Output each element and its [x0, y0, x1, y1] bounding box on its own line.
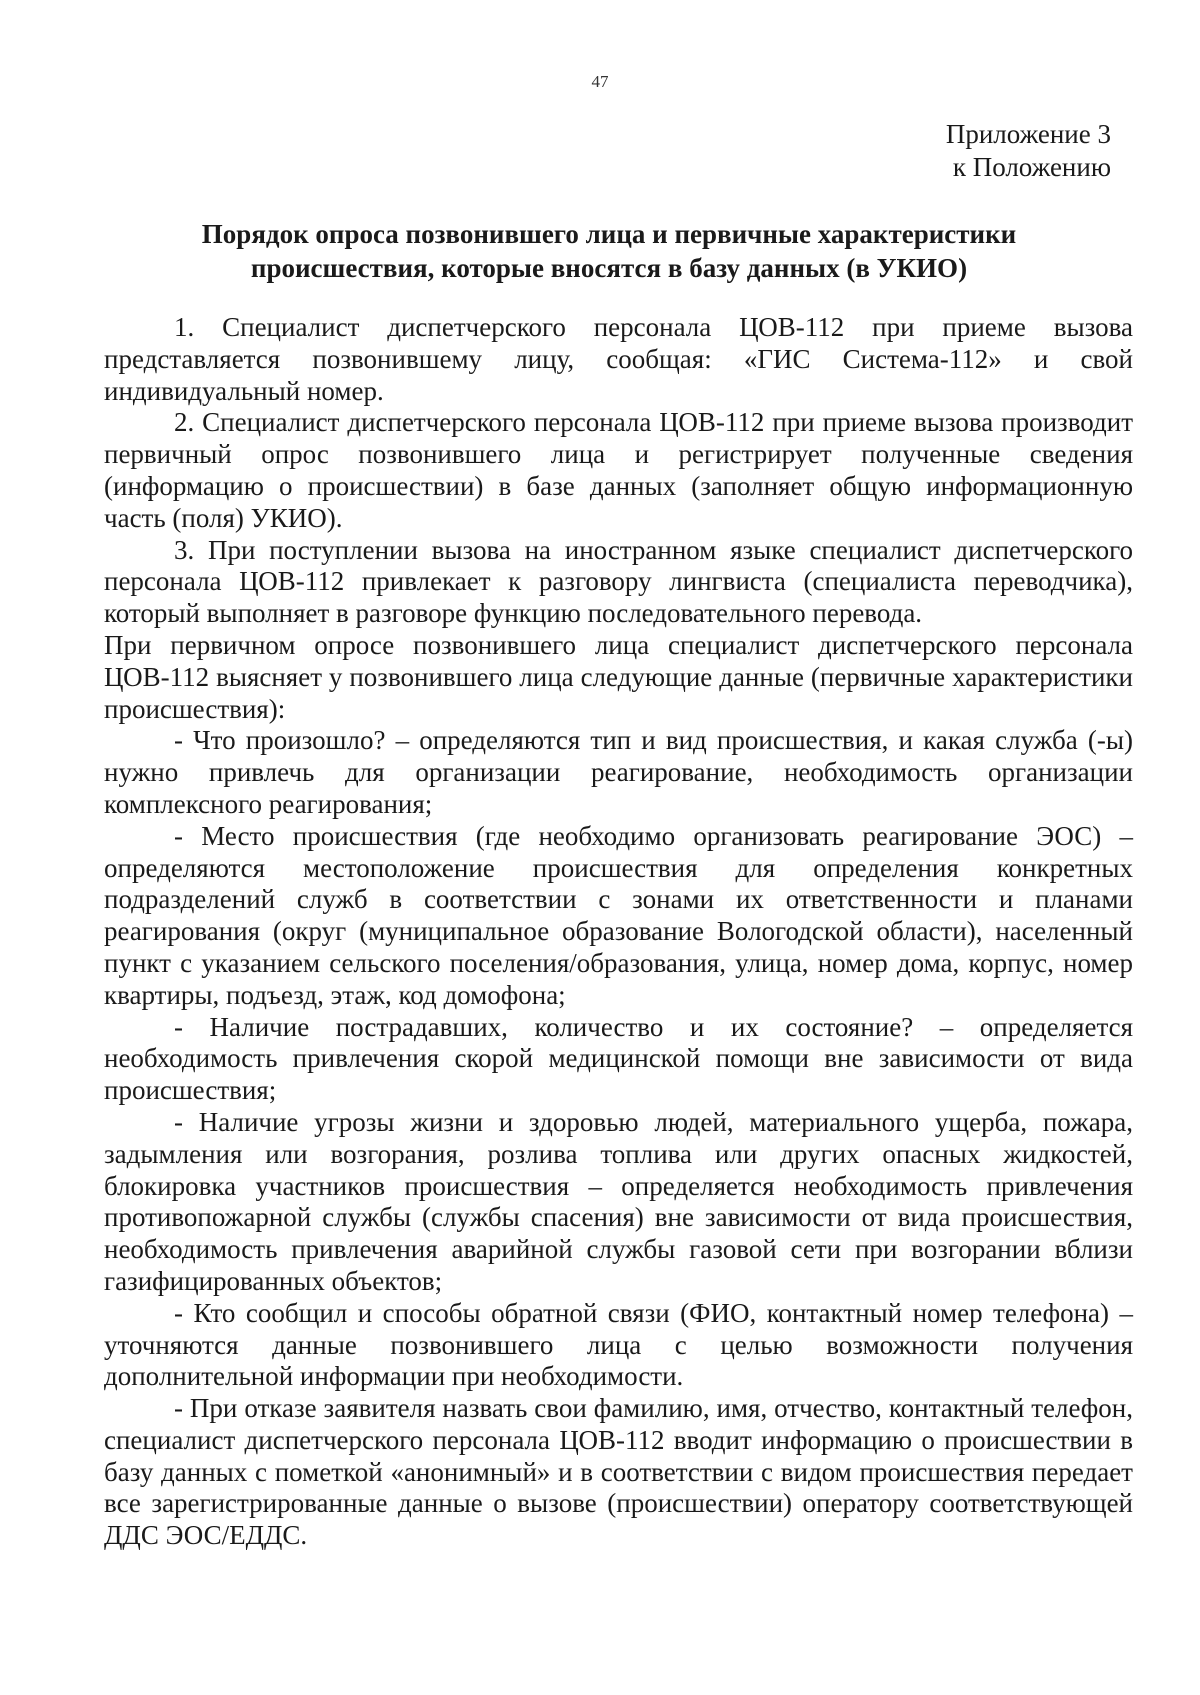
document-title	[104, 217, 1114, 285]
appendix-line-2: к Положению	[952, 152, 1111, 182]
document-body	[104, 312, 1133, 1552]
paragraph-3: 3. При поступлении вызова на иностранном языке специалист диспетчерского персонала ЦОВ-112 привлекает к разговору лингвиста (специалиста переводчика), который выполняет в разговоре функцию последовательного перевода.	[104, 534, 1133, 629]
page-number: 47	[591, 72, 609, 91]
paragraph-1: 1. Специалист диспетчерского персонала ЦОВ-112 при приеме вызова представляется позвонившему лицу, сообщая: «ГИС Система-112» и свой индивидуальный номер.	[104, 312, 1133, 406]
list-item-caller-contact: - Кто сообщил и способы обратной связи (ФИО, контактный номер телефона) – уточняются данные позвонившего лица с целью возможности получения дополнительной информации при необходимости.	[104, 1297, 1133, 1392]
list-item-anonymous: - При отказе заявителя назвать свои фамилию, имя, отчество, контактный телефон, специалист диспетчерского персонала ЦОВ-112 вводит информацию о происшествии в базу данных с пометкой «анонимный» и в соответствии с видом происшествия передает все зарегистрированные данные о вызове (происшествии) оператору соответствующей ДДС ЭОС/ЕДДС.	[104, 1393, 1133, 1551]
list-item-victims: - Наличие пострадавших, количество и их состояние? – определяется необходимость привлечения скорой медицинской помощи вне зависимости от вида происшествия;	[104, 1011, 1133, 1106]
paragraph-2: 2. Специалист диспетчерского персонала ЦОВ-112 при приеме вызова производит первичный опрос позвонившего лица и регистрирует полученные сведения (информацию о происшествии) в базе данных (заполняет общую информационную часть (поля) УКИО).	[104, 407, 1133, 533]
document-title-line-1: Порядок опроса позвонившего лица и первичные характеристики	[201, 219, 1017, 249]
list-item-threats: - Наличие угрозы жизни и здоровью людей, материального ущерба, пожара, задымления или возгорания, розлива топлива или других опасных жидкостей, блокировка участников происшествия – определяется необходимость привлечения противопожарной службы (службы спасения) вне зависимости от вида происшествия, необходимость привлечения аварийной службы газовой сети при возгорании вблизи газифицированных объектов;	[104, 1106, 1133, 1296]
list-item-location: - Место происшествия (где необходимо организовать реагирование ЭОС) – определяются местоположение происшествия для определения конкретных подразделений служб в соответствии с зонами их ответственности и планами реагирования (округ (муниципальное образование Вологодской области), населенный пункт с указанием сельского поселения/образования, улица, номер дома, корпус, номер квартиры, подъезд, этаж, код домофона;	[104, 820, 1133, 1010]
appendix-reference	[946, 118, 1111, 184]
list-item-what-happened: - Что произошло? – определяются тип и вид происшествия, и какая служба (-ы) нужно привлечь для организации реагирование, необходимость организации комплексного реагирования;	[104, 725, 1133, 819]
appendix-line-1: Приложение 3	[945, 119, 1111, 149]
document-title-line-2: происшествия, которые вносятся в базу данных (в УКИО)	[250, 253, 968, 283]
paragraph-4: При первичном опросе позвонившего лица специалист диспетчерского персонала ЦОВ-112 выясняет у позвонившего лица следующие данные (первичные характеристики происшествия):	[104, 629, 1133, 724]
